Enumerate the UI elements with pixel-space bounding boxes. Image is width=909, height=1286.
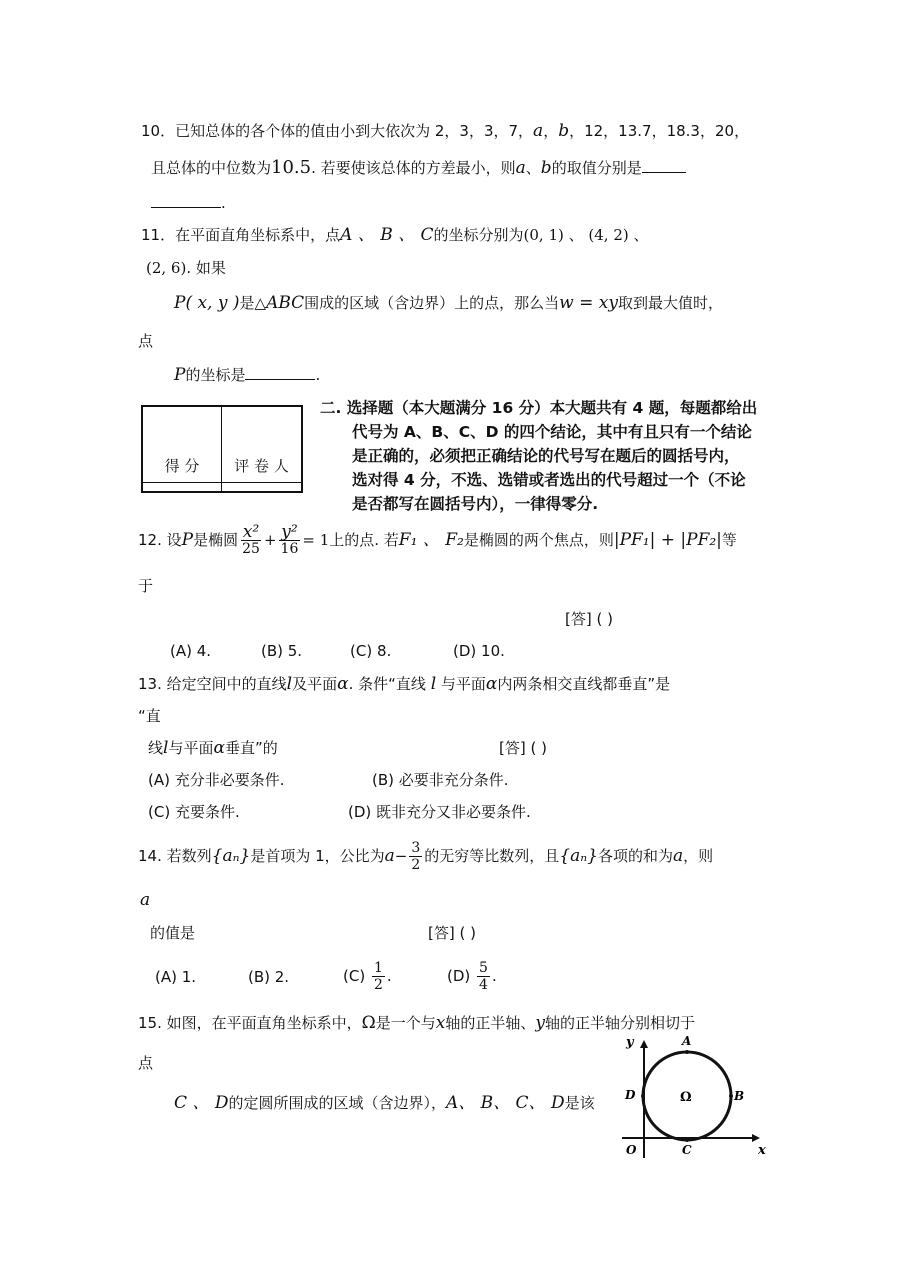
q13-option-b[interactable]: (B) 必要非充分条件.	[372, 771, 509, 789]
answer-blank[interactable]	[245, 365, 315, 380]
fraction: $\frac{1}{2}$	[373, 960, 383, 993]
q15-line1: 15. 如图，在平面直角坐标系中，Ω是一个与x轴的正半轴、y轴的正半轴分别相切于	[138, 1013, 696, 1033]
q10-line1: 10．已知总体的各个体的值由小到大依次为 2，3，3，7，a，b，12，13.7，18.3，20，	[141, 121, 750, 141]
fraction: $\frac{\text{x²}}{25}$	[242, 522, 260, 557]
q14-option-d[interactable]: (D) $\frac{5}{4}$ .	[447, 960, 497, 993]
point-d-dot	[641, 1094, 645, 1098]
section2-line1: 二. 选择题（本大题满分 16 分）本大题共有 4 题，每题都给出	[320, 399, 758, 417]
point-b-dot	[729, 1094, 733, 1098]
section2-line4: 选对得 4 分，不选、选错或者选出的代号超过一个（不论	[352, 471, 746, 489]
q11-line5: P的坐标是 .	[174, 365, 321, 385]
score-label: 得 分	[142, 406, 222, 483]
q14-line1: 14. 若数列{aₙ}是首项为 1，公比为a− $\frac{3}{2}$ 的无穷等比数列，且{aₙ}各项的和为a，则	[138, 840, 714, 873]
omega-label: Ω	[680, 1090, 692, 1105]
point-d-label: D	[625, 1088, 636, 1102]
q10-line3: .	[151, 192, 226, 214]
point-b-label: B	[734, 1089, 745, 1103]
q13-line1: 13. 给定空间中的直线l及平面α. 条件“直线 l 与平面α内两条相交直线都垂直”是	[138, 674, 671, 694]
section2-line2: 代号为 A、B、C、D 的四个结论，其中有且只有一个结论	[352, 423, 752, 441]
y-axis-arrow-icon	[640, 1040, 648, 1048]
q11-line2: (2, 6). 如果	[146, 259, 226, 277]
point-a-dot	[685, 1050, 689, 1054]
q14-option-c[interactable]: (C) $\frac{1}{2}$ .	[343, 960, 392, 993]
q14-line2: a	[140, 890, 151, 910]
q12-option-c[interactable]: (C) 8.	[350, 642, 392, 660]
q14-answer[interactable]: [答] ( )	[428, 924, 476, 942]
q12-option-d[interactable]: (D) 10.	[453, 642, 505, 660]
q13-line3: 线l与平面α垂直”的	[148, 738, 278, 758]
q13-option-a[interactable]: (A) 充分非必要条件.	[148, 771, 285, 789]
x-axis-label: x	[758, 1143, 766, 1158]
grader-cell[interactable]	[222, 483, 303, 492]
y-axis-label: y	[626, 1035, 634, 1050]
point-a-label: A	[682, 1034, 692, 1048]
point-c-label: C	[682, 1143, 692, 1157]
q14-option-b[interactable]: (B) 2.	[248, 968, 290, 986]
fraction: $\frac{3}{2}$	[411, 840, 421, 873]
q11-line1: 11．在平面直角坐标系中，点A 、 B 、 C的坐标分别为(0, 1) 、 (4, 2) 、	[141, 225, 649, 245]
q13-option-d[interactable]: (D) 既非充分又非必要条件.	[348, 803, 531, 821]
q12-line2: 于	[138, 577, 154, 595]
section2-line3: 是正确的，必须把正确结论的代号写在题后的圆括号内，	[352, 447, 740, 465]
fraction: $\frac{5}{4}$	[479, 960, 488, 993]
q12-answer[interactable]: [答] ( )	[565, 610, 613, 628]
fraction: $\frac{\text{y²}}{16}$	[280, 522, 299, 557]
q13-line2: “直	[138, 707, 161, 725]
q14-line3: 的值是	[150, 924, 196, 942]
q12-option-a[interactable]: (A) 4.	[170, 642, 212, 660]
q13-answer[interactable]: [答] ( )	[499, 739, 547, 757]
origin-label: O	[626, 1143, 637, 1157]
q11-line4: 点	[138, 332, 154, 350]
score-table	[141, 405, 303, 493]
q10-line2: 且总体的中位数为10.5. 若要使该总体的方差最小，则a、b的取值分别是	[151, 157, 686, 179]
q12-option-b[interactable]: (B) 5.	[261, 642, 303, 660]
score-cell[interactable]	[142, 483, 222, 492]
circle-axes-figure	[620, 1030, 770, 1160]
point-c-dot	[685, 1138, 689, 1142]
grader-label: 评 卷 人	[222, 406, 303, 483]
q15-line2: 点	[138, 1054, 154, 1072]
answer-blank[interactable]	[642, 158, 686, 173]
q12-line1: 12. 设P是椭圆 $\frac{\text{x²}}{25}$ + $\frac{\text{y²}}{16}$ = 1上的点. 若F₁ 、 F₂是椭圆的两个焦点，则|PF₁| + |PF₂|等	[138, 522, 737, 557]
x-axis-arrow-icon	[752, 1134, 760, 1142]
answer-blank[interactable]	[151, 193, 221, 208]
q15-line3: C 、 D的定圆所围成的区域（含边界），A、 B、 C、 D是该	[174, 1093, 595, 1113]
q11-line3: P( x, y )是△ABC围成的区域（含边界）上的点，那么当w = xy取到最大值时，	[174, 293, 723, 313]
section2-line5: 是否都写在圆括号内），一律得零分.	[352, 495, 599, 513]
q13-option-c[interactable]: (C) 充要条件.	[148, 803, 240, 821]
q14-option-a[interactable]: (A) 1.	[155, 968, 197, 986]
